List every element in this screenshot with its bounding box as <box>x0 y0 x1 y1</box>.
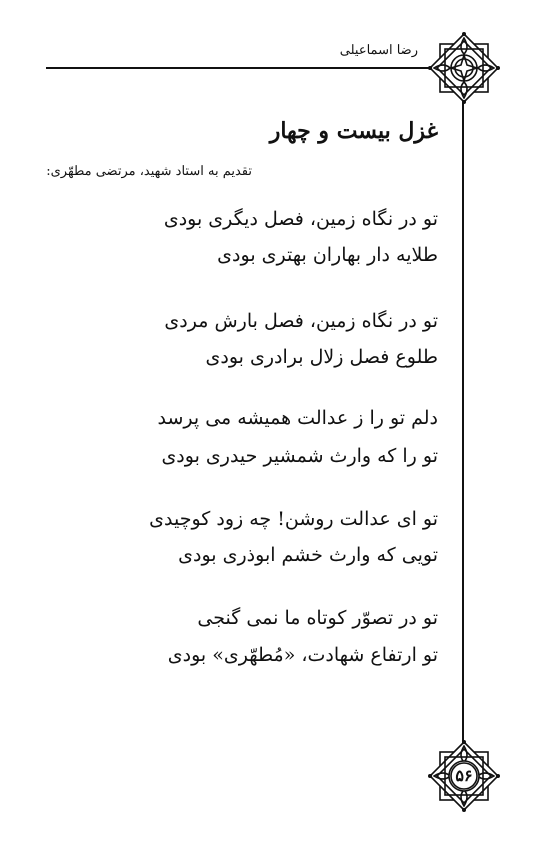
poem-dedication: تقدیم به استاد شهید، مرتضی مطهّری: <box>46 164 252 179</box>
verse-line: تو ارتفاع شهادت، «مُطهّری» بودی <box>167 644 438 666</box>
verse-line: طلایه دار بهاران بهتری بودی <box>217 244 438 266</box>
margin-vertical-rule <box>462 100 464 748</box>
verse-line: دلم تو را ز عدالت همیشه می پرسد <box>157 407 438 429</box>
verse-line: تو در نگاه زمین، فصل دیگری بودی <box>163 208 438 230</box>
page-number: ۵۶ <box>455 766 473 785</box>
verse-line: تو در نگاه زمین، فصل بارش مردی <box>164 310 438 332</box>
header-rule <box>46 67 436 69</box>
author-name: رضا اسماعیلی <box>339 43 418 58</box>
rosette-ornament-icon <box>426 30 502 106</box>
verse-line: تو در تصوّر کوتاه ما نمی گنجی <box>197 607 438 629</box>
verse-line: طلوع فصل زلال برادری بودی <box>205 346 438 368</box>
verse-line: تو را که وارث شمشیر حیدری بودی <box>161 445 438 467</box>
verse-line: تو ای عدالت روشن! چه زود کوچیدی <box>149 508 438 530</box>
poem-title: غزل بیست و چهار <box>269 118 438 144</box>
verse-line: تویی که وارث خشم ابوذری بودی <box>178 544 438 566</box>
